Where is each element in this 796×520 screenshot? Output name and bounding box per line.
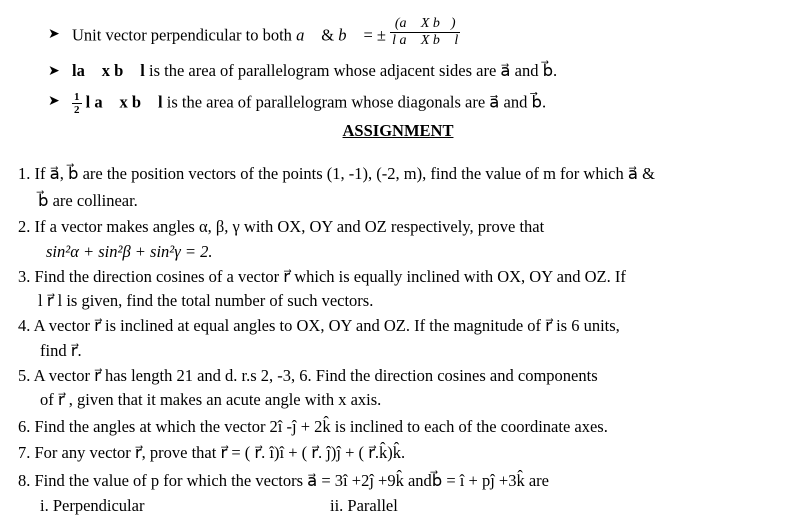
bullet-2-text: is the area of parallelogram whose adjacent sides are a⃗ and b⃗. (144, 61, 558, 80)
half-denominator: 2 (74, 104, 80, 116)
option-ii: ii. Parallel (330, 496, 398, 515)
bullet-arrow-icon: ➤ (48, 93, 60, 109)
question-4-cont: find r⃗. (40, 341, 82, 360)
question-6: 6. Find the angles at which the vector 2î -ĵ + 2k̂ is inclined to each of the coordinate axes. (18, 417, 608, 436)
question-3: 3. Find the direction cosines of a vector r⃗ which is equally inclined with OX, OY and OZ. If (18, 267, 626, 286)
assignment-heading: ASSIGNMENT (342, 121, 454, 140)
question-1-cont: b⃗ are collinear. (38, 191, 138, 210)
equals-pm: = ± (359, 25, 391, 45)
amp: & (317, 25, 339, 45)
vector-b: b⃗ (338, 25, 360, 45)
bullet-2 (72, 61, 557, 81)
question-1: 1. If a⃗, b⃗ are the position vectors of the points (1, -1), (-2, m), find the value of m for which a⃗ & (18, 164, 655, 183)
question-4: 4. A vector r⃗ is inclined at equal angles to OX, OY and OZ. If the magnitude of r⃗ is 6 units, (18, 316, 620, 335)
cross-product-magnitude: l a⃗ x b⃗ l (81, 92, 163, 112)
question-2-formula: sin²α + sin²β + sin²γ = 2. (46, 242, 213, 261)
bullet-3-text: is the area of parallelogram whose diagonals are a⃗ and b⃗. (162, 92, 547, 112)
cross-product-magnitude: la⃗ x b⃗ l (72, 61, 145, 80)
option-i: i. Perpendicular (40, 496, 145, 515)
question-3-cont: l r⃗ l is given, find the total number of such vectors. (38, 291, 374, 310)
bullet-3 (72, 91, 546, 116)
question-5: 5. A vector r⃗ has length 21 and d. r.s 2, -3, 6. Find the direction cosines and components (18, 366, 598, 385)
bullet-1 (72, 16, 460, 49)
half-numerator: 1 (74, 91, 80, 103)
half-fraction (72, 91, 82, 116)
unit-vector-fraction (390, 16, 460, 49)
question-8: 8. Find the value of p for which the vectors a⃗ = 3î +2ĵ +9k̂ andb⃗ = î + pĵ +3k̂ are (18, 471, 549, 490)
question-7: 7. For any vector r⃗, prove that r⃗ = ( r⃗. î)î + ( r⃗. ĵ)ĵ + ( r⃗.k̂)k̂. (18, 443, 406, 462)
bullet-1-text: Unit vector perpendicular to both (72, 25, 297, 45)
question-2: 2. If a vector makes angles α, β, γ with OX, OY and OZ respectively, prove that (18, 217, 545, 236)
vector-a: a⃗ (296, 25, 318, 45)
bullet-arrow-icon: ➤ (48, 63, 60, 79)
fraction-denominator: l a⃗ X b⃗ l (392, 33, 459, 48)
fraction-numerator: (a⃗ X b⃗) (390, 16, 460, 33)
question-5-cont: of r⃗ , given that it makes an acute angle with x axis. (40, 390, 382, 409)
bullet-arrow-icon: ➤ (48, 26, 60, 42)
